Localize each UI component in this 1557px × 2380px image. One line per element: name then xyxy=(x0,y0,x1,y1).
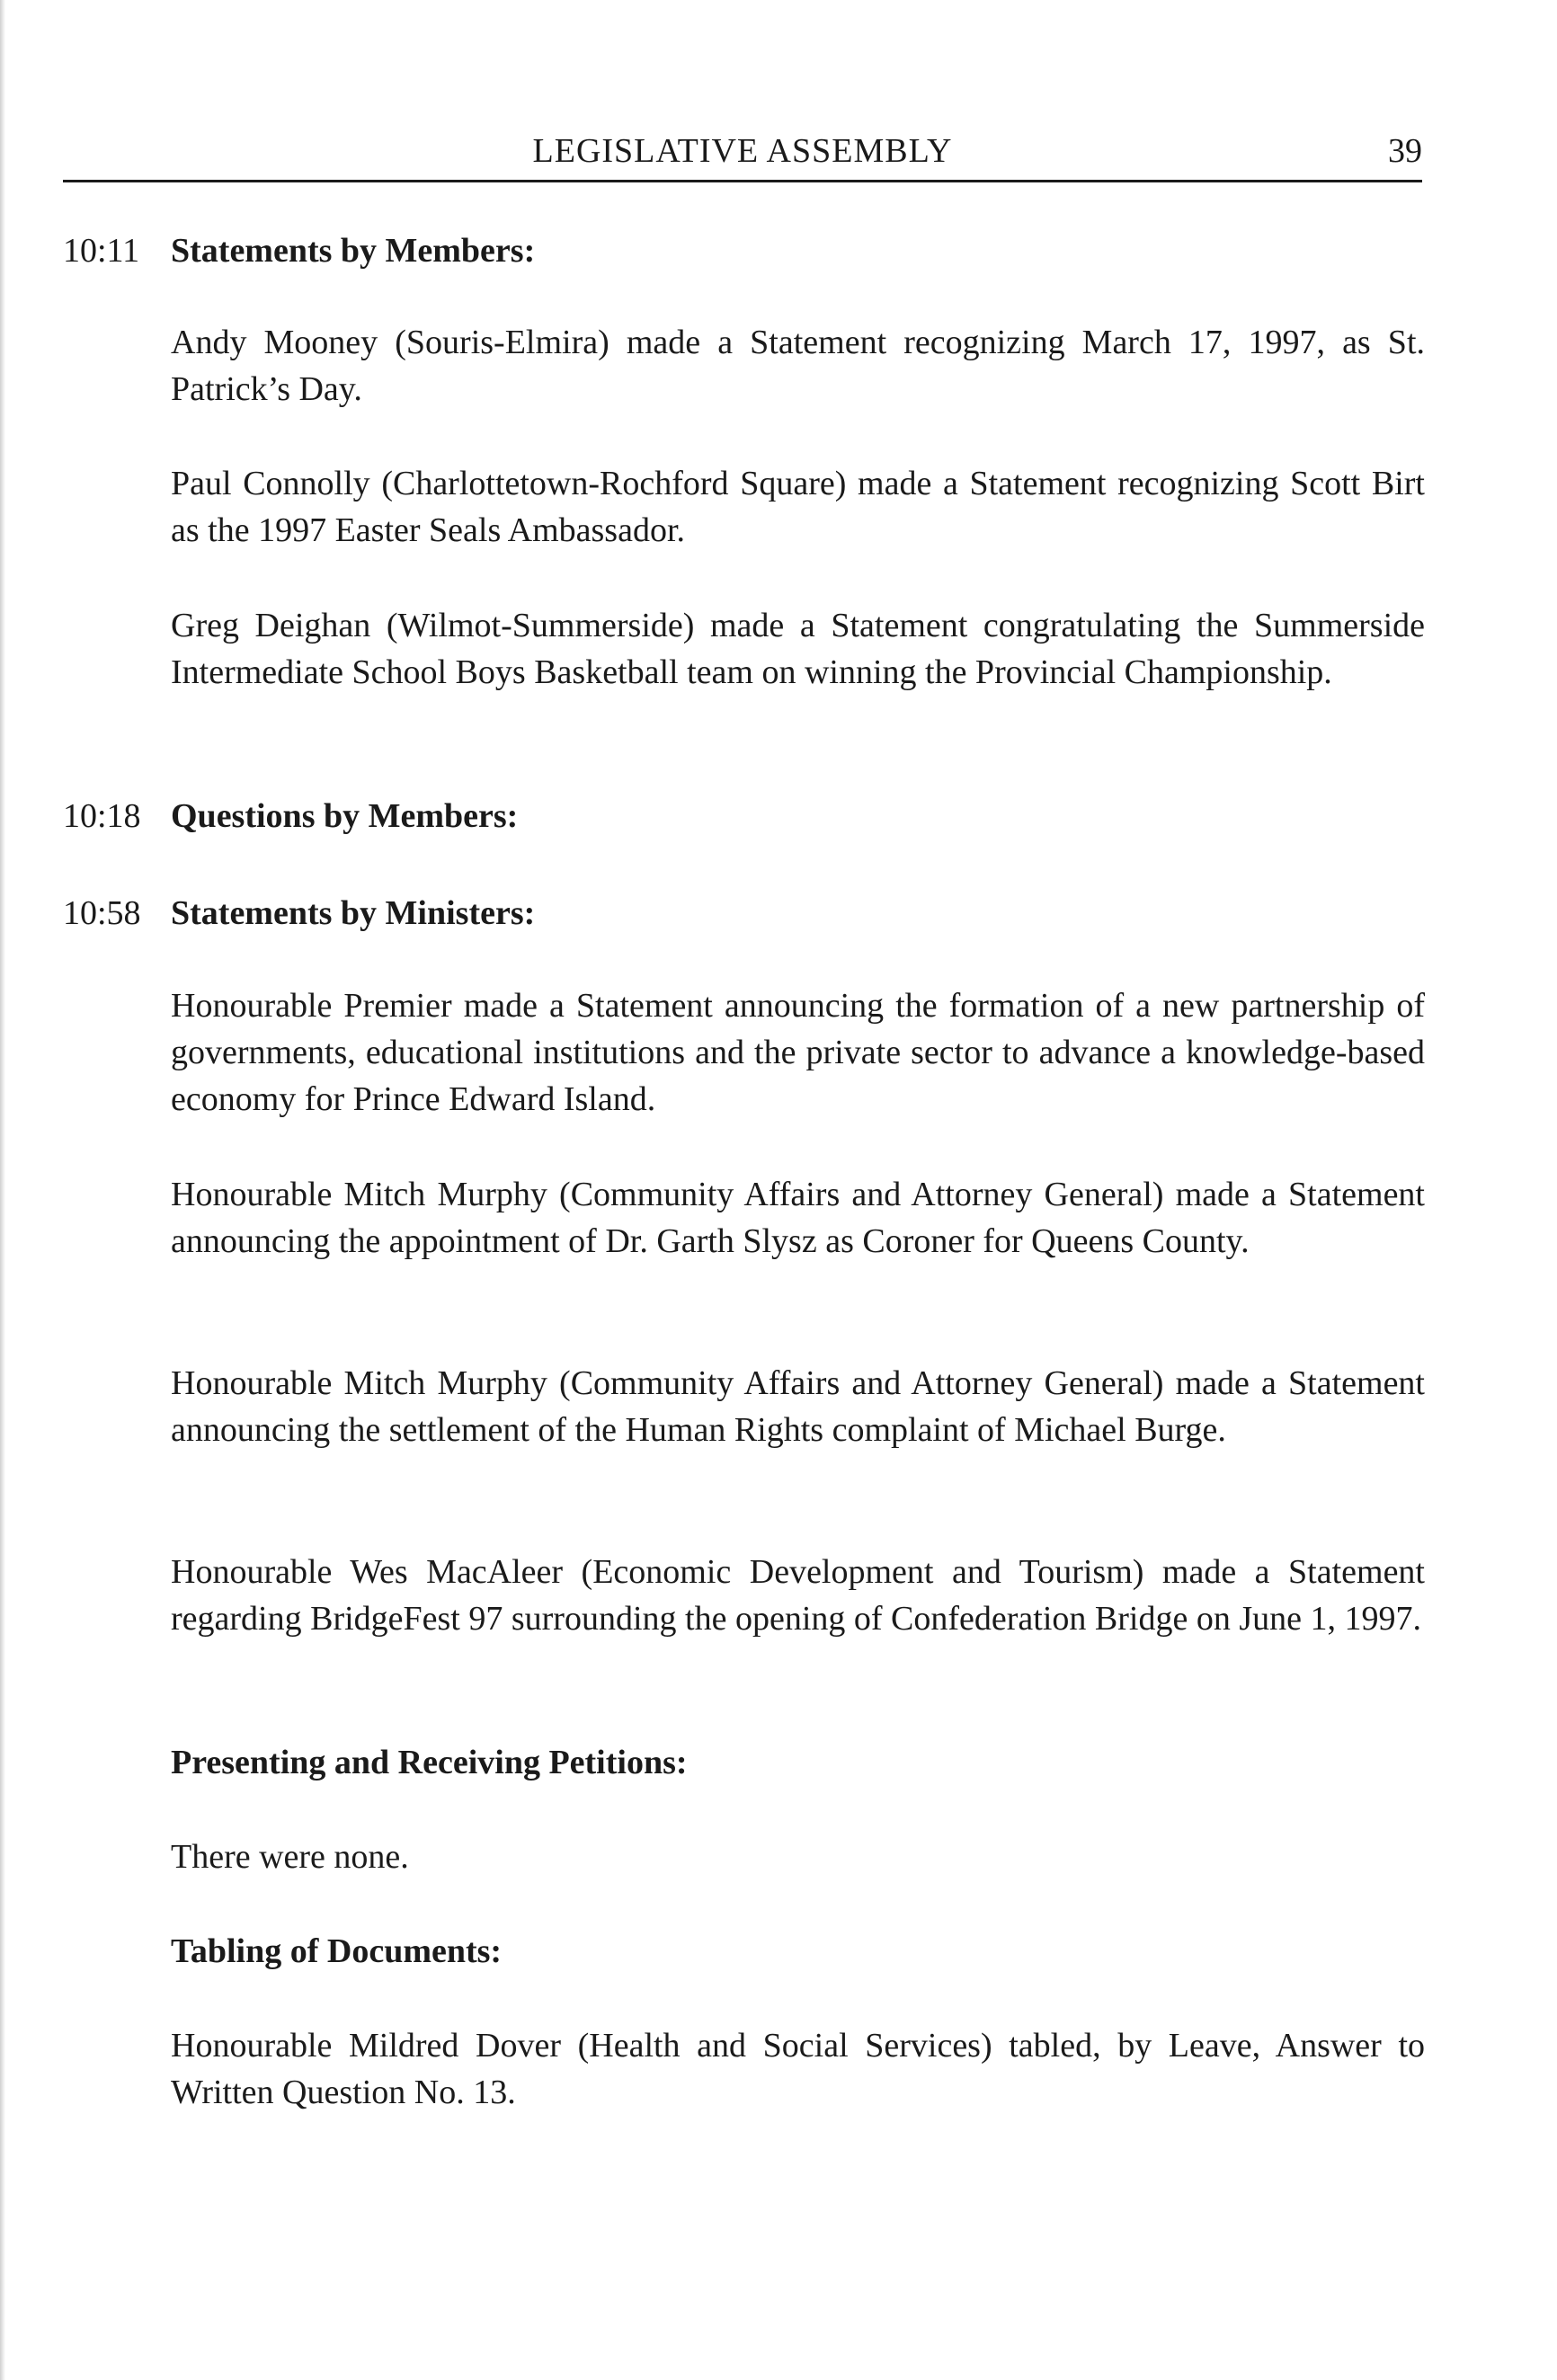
paragraph: Honourable Premier made a Statement announcing the formation of a new partnership of governments, educational institutions and the private sector to advance a knowledge-based economy for Prince Edward Island. xyxy=(171,987,1425,1118)
section-heading-statements-by-members: Statements by Members: xyxy=(171,232,536,270)
paragraph: There were none. xyxy=(171,1838,409,1876)
paragraph: Honourable Mitch Murphy (Community Affairs and Attorney General) made a Statement announcing the appointment of Dr. Garth Slysz as Coroner for Queens County. xyxy=(171,1176,1425,1260)
paragraph: Honourable Mildred Dover (Health and Social Services) tabled, by Leave, Answer to Written Question No. 13. xyxy=(171,2027,1425,2111)
paragraph: Honourable Mitch Murphy (Community Affairs and Attorney General) made a Statement announcing the settlement of the Human Rights complaint of Michael Burge. xyxy=(171,1364,1425,1449)
paragraph: Greg Deighan (Wilmot-Summerside) made a Statement congratulating the Summerside Intermediate School Boys Basketball team on winning the Provincial Championship. xyxy=(171,607,1425,691)
paragraph: Paul Connolly (Charlottetown-Rochford Square) made a Statement recognizing Scott Birt as the 1997 Easter Seals Ambassador. xyxy=(171,465,1425,549)
section-time: 10:18 xyxy=(63,797,141,835)
section-heading-questions-by-members: Questions by Members: xyxy=(171,797,519,835)
page-edge-shadow xyxy=(0,0,5,2380)
paragraph: Honourable Wes MacAleer (Economic Development and Tourism) made a Statement regarding BridgeFest 97 surrounding the opening of Confederation Bridge on June 1, 1997. xyxy=(171,1553,1425,1638)
header-rule xyxy=(63,180,1422,182)
paragraph: Andy Mooney (Souris-Elmira) made a Statement recognizing March 17, 1997, as St. Patrick’s Day. xyxy=(171,324,1425,408)
section-time: 10:58 xyxy=(63,894,141,932)
page-number: 39 xyxy=(1388,132,1422,170)
section-heading-tabling-of-documents: Tabling of Documents: xyxy=(171,1932,503,1970)
section-time: 10:11 xyxy=(63,232,140,270)
running-header xyxy=(63,126,1422,176)
section-heading-petitions: Presenting and Receiving Petitions: xyxy=(171,1744,688,1781)
section-heading-statements-by-ministers: Statements by Ministers: xyxy=(171,894,536,932)
running-title: LEGISLATIVE ASSEMBLY xyxy=(532,132,953,170)
